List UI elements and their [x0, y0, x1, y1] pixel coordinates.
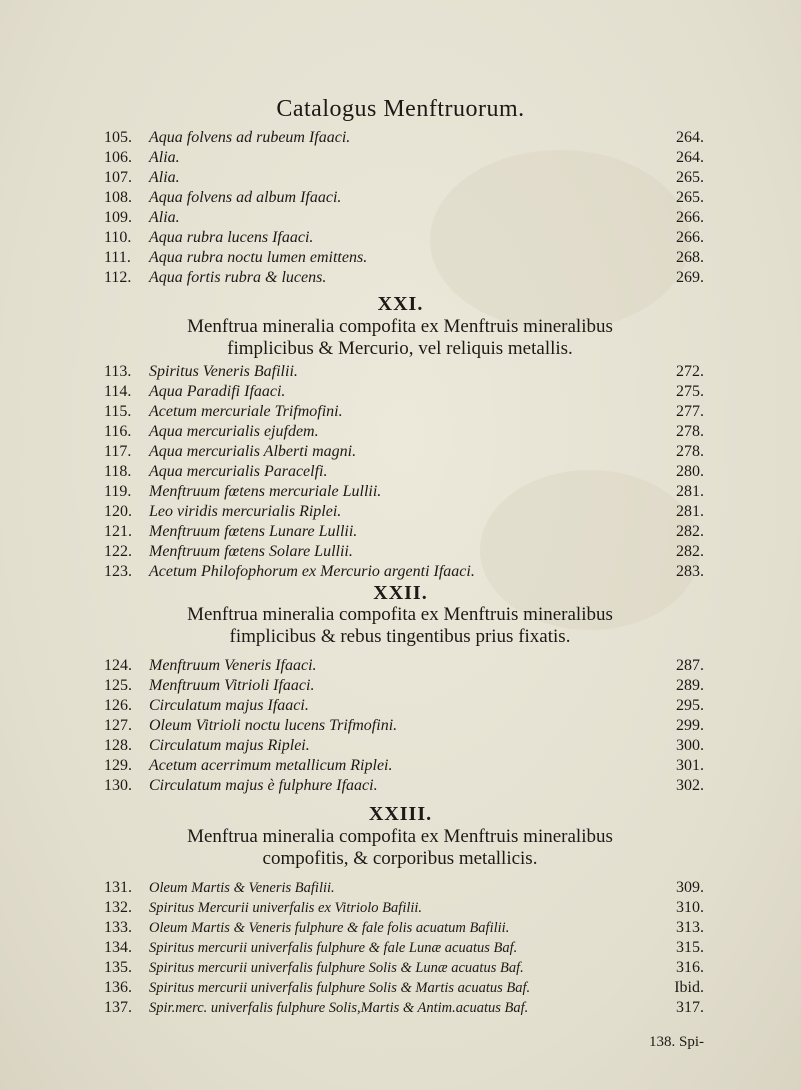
entry-row	[104, 502, 704, 522]
entry-page: 278.	[676, 423, 704, 440]
entry-number: 113.	[104, 363, 132, 380]
section-title	[90, 826, 710, 870]
entry-number: 132.	[104, 899, 132, 916]
entry-row	[104, 462, 704, 482]
section-title-line: fimplicibus & Mercurio, vel reliquis metallis.	[227, 338, 573, 359]
entry-page: 283.	[676, 563, 704, 580]
entry-row	[104, 998, 704, 1018]
entry-row	[104, 676, 704, 696]
entry-list-1	[104, 128, 704, 288]
running-header: Catalogus Menftruorum.	[276, 96, 525, 122]
entry-number: 129.	[104, 757, 132, 774]
entry-row	[104, 128, 704, 148]
entry-page: Ibid.	[674, 979, 704, 996]
entry-number: 133.	[104, 919, 132, 936]
entry-row	[104, 482, 704, 502]
entry-list-4	[104, 878, 704, 1050]
entry-row	[104, 736, 704, 756]
entry-title: Aqua fortis rubra & lucens.	[149, 269, 327, 286]
entry-number: 115.	[104, 403, 132, 420]
entry-row	[104, 402, 704, 422]
section-number: XXIII.	[368, 803, 433, 825]
entry-row	[104, 268, 704, 288]
entry-title: Aqua mercurialis Alberti magni.	[149, 443, 357, 460]
section-number: XXI.	[377, 293, 424, 315]
section-title-line: Menftrua mineralia compofita ex Menftruis mineralibus	[187, 604, 613, 625]
entry-row	[104, 148, 704, 168]
entry-number: 128.	[104, 737, 132, 754]
entry-number: 135.	[104, 959, 132, 976]
entry-row	[104, 208, 704, 228]
entry-list-2	[104, 362, 704, 582]
entry-title: Menftruum Vitrioli Ifaaci.	[149, 677, 315, 694]
section-title	[90, 604, 710, 648]
entry-page: 278.	[676, 443, 704, 460]
entry-page: 316.	[676, 959, 704, 976]
entry-list-3	[104, 656, 704, 796]
entry-number: 126.	[104, 697, 132, 714]
entry-title: Menftruum fœtens Lunare Lullii.	[149, 523, 358, 540]
entry-row	[104, 522, 704, 542]
entry-row	[104, 756, 704, 776]
entry-row	[104, 168, 704, 188]
entry-page: 282.	[676, 543, 704, 560]
entry-title: Aqua folvens ad rubeum Ifaaci.	[149, 129, 351, 146]
entry-number: 118.	[104, 463, 132, 480]
entry-title: Spir.merc. univerfalis fulphure Solis,Martis & Antim.acuatus Baf.	[149, 1000, 529, 1016]
entry-title: Aqua folvens ad album Ifaaci.	[149, 189, 342, 206]
entry-number: 110.	[104, 229, 132, 246]
entry-number: 120.	[104, 503, 132, 520]
entry-page: 281.	[676, 483, 704, 500]
entry-title: Spiritus Veneris Bafilii.	[149, 363, 298, 380]
entry-row	[104, 362, 704, 382]
entry-number: 112.	[104, 269, 132, 286]
entry-row	[104, 716, 704, 736]
entry-page: 266.	[676, 229, 704, 246]
entry-page: 266.	[676, 209, 704, 226]
entry-page: 272.	[676, 363, 704, 380]
entry-page: 295.	[676, 697, 704, 714]
section-title-line: compofitis, & corporibus metallicis.	[262, 848, 538, 869]
entry-number: 130.	[104, 777, 132, 794]
section-title-line: Menftrua mineralia compofita ex Menftruis mineralibus	[187, 826, 613, 847]
entry-row	[104, 442, 704, 462]
entry-title: Circulatum majus è fulphure Ifaaci.	[149, 777, 378, 794]
section-title-line: Menftrua mineralia compofita ex Menftruis mineralibus	[187, 316, 613, 337]
entry-page: 300.	[676, 737, 704, 754]
entry-page: 317.	[676, 999, 704, 1016]
entry-number: 107.	[104, 169, 132, 186]
entry-title: Spiritus mercurii univerfalis fulphure Solis & Martis acuatus Baf.	[149, 980, 531, 996]
entry-row	[104, 958, 704, 978]
entry-page: 299.	[676, 717, 704, 734]
entry-row	[104, 696, 704, 716]
entry-page: 264.	[676, 129, 704, 146]
entry-row	[104, 382, 704, 402]
entry-row	[104, 228, 704, 248]
entry-page: 264.	[676, 149, 704, 166]
entry-page: 310.	[676, 899, 704, 916]
entry-row	[104, 188, 704, 208]
entry-row	[104, 776, 704, 796]
entry-number: 111.	[104, 249, 131, 266]
entry-title: Menftruum fœtens Solare Lullii.	[149, 543, 353, 560]
entry-number: 116.	[104, 423, 132, 440]
catchword: 138. Spi-	[648, 1034, 704, 1050]
entry-title: Aqua rubra lucens Ifaaci.	[149, 229, 314, 246]
entry-row	[104, 422, 704, 442]
section-number: XXII.	[373, 582, 428, 604]
entry-page: 275.	[676, 383, 704, 400]
entry-title: Leo viridis mercurialis Riplei.	[149, 503, 342, 520]
entry-title: Circulatum majus Ifaaci.	[149, 697, 309, 714]
entry-number: 122.	[104, 543, 132, 560]
entry-number: 108.	[104, 189, 132, 206]
entry-title: Acetum mercuriale Trifmofini.	[149, 403, 343, 420]
entry-title: Menftruum Veneris Ifaaci.	[149, 657, 317, 674]
entry-title: Aqua mercurialis ejufdem.	[149, 423, 319, 440]
entry-row	[104, 562, 704, 582]
section-title	[90, 316, 710, 360]
entry-page: 315.	[676, 939, 704, 956]
entry-title: Oleum Martis & Veneris fulphure & fale folis acuatum Bafilii.	[149, 920, 510, 936]
entry-number: 119.	[104, 483, 132, 500]
entry-page: 309.	[676, 879, 704, 896]
entry-title: Acetum Philofophorum ex Mercurio argenti Ifaaci.	[149, 563, 475, 580]
entry-title: Circulatum majus Riplei.	[149, 737, 310, 754]
entry-row	[104, 878, 704, 898]
entry-title: Spiritus mercurii univerfalis fulphure Solis & Lunæ acuatus Baf.	[149, 960, 524, 976]
entry-page: 277.	[676, 403, 704, 420]
entry-row	[104, 656, 704, 676]
entry-title: Alia.	[149, 149, 180, 166]
entry-page: 269.	[676, 269, 704, 286]
entry-row	[104, 978, 704, 998]
entry-title: Alia.	[149, 209, 180, 226]
entry-page: 313.	[676, 919, 704, 936]
entry-page: 282.	[676, 523, 704, 540]
entry-row	[104, 938, 704, 958]
entry-page: 265.	[676, 169, 704, 186]
entry-page: 287.	[676, 657, 704, 674]
entry-title: Spiritus Mercurii univerfalis ex Vitriolo Bafilii.	[149, 900, 423, 916]
entry-number: 127.	[104, 717, 132, 734]
entry-number: 134.	[104, 939, 132, 956]
entry-page: 301.	[676, 757, 704, 774]
entry-title: Oleum Martis & Veneris Bafilii.	[149, 880, 335, 896]
entry-title: Aqua mercurialis Paracelfi.	[149, 463, 328, 480]
entry-title: Spiritus mercurii univerfalis fulphure & fale Lunæ acuatus Baf.	[149, 940, 518, 956]
entry-number: 109.	[104, 209, 132, 226]
entry-title: Aqua rubra noctu lumen emittens.	[149, 249, 368, 266]
catchword-row	[104, 1018, 704, 1050]
entry-title: Acetum acerrimum metallicum Riplei.	[149, 757, 393, 774]
entry-number: 121.	[104, 523, 132, 540]
entry-row	[104, 542, 704, 562]
entry-number: 137.	[104, 999, 132, 1016]
entry-number: 117.	[104, 443, 132, 460]
entry-page: 302.	[676, 777, 704, 794]
entry-title: Alia.	[149, 169, 180, 186]
entry-number: 131.	[104, 879, 132, 896]
section-title-line: fimplicibus & rebus tingentibus prius fixatis.	[229, 626, 571, 647]
entry-number: 105.	[104, 129, 132, 146]
entry-number: 125.	[104, 677, 132, 694]
entry-title: Aqua Paradifi Ifaaci.	[149, 383, 286, 400]
entry-title: Oleum Vitrioli noctu lucens Trifmofini.	[149, 717, 398, 734]
entry-number: 114.	[104, 383, 132, 400]
entry-number: 106.	[104, 149, 132, 166]
entry-row	[104, 898, 704, 918]
entry-page: 289.	[676, 677, 704, 694]
entry-number: 136.	[104, 979, 132, 996]
entry-number: 123.	[104, 563, 132, 580]
entry-row	[104, 248, 704, 268]
entry-page: 265.	[676, 189, 704, 206]
entry-number: 124.	[104, 657, 132, 674]
entry-row	[104, 918, 704, 938]
entry-page: 280.	[676, 463, 704, 480]
entry-page: 268.	[676, 249, 704, 266]
entry-title: Menftruum fœtens mercuriale Lullii.	[149, 483, 382, 500]
entry-page: 281.	[676, 503, 704, 520]
